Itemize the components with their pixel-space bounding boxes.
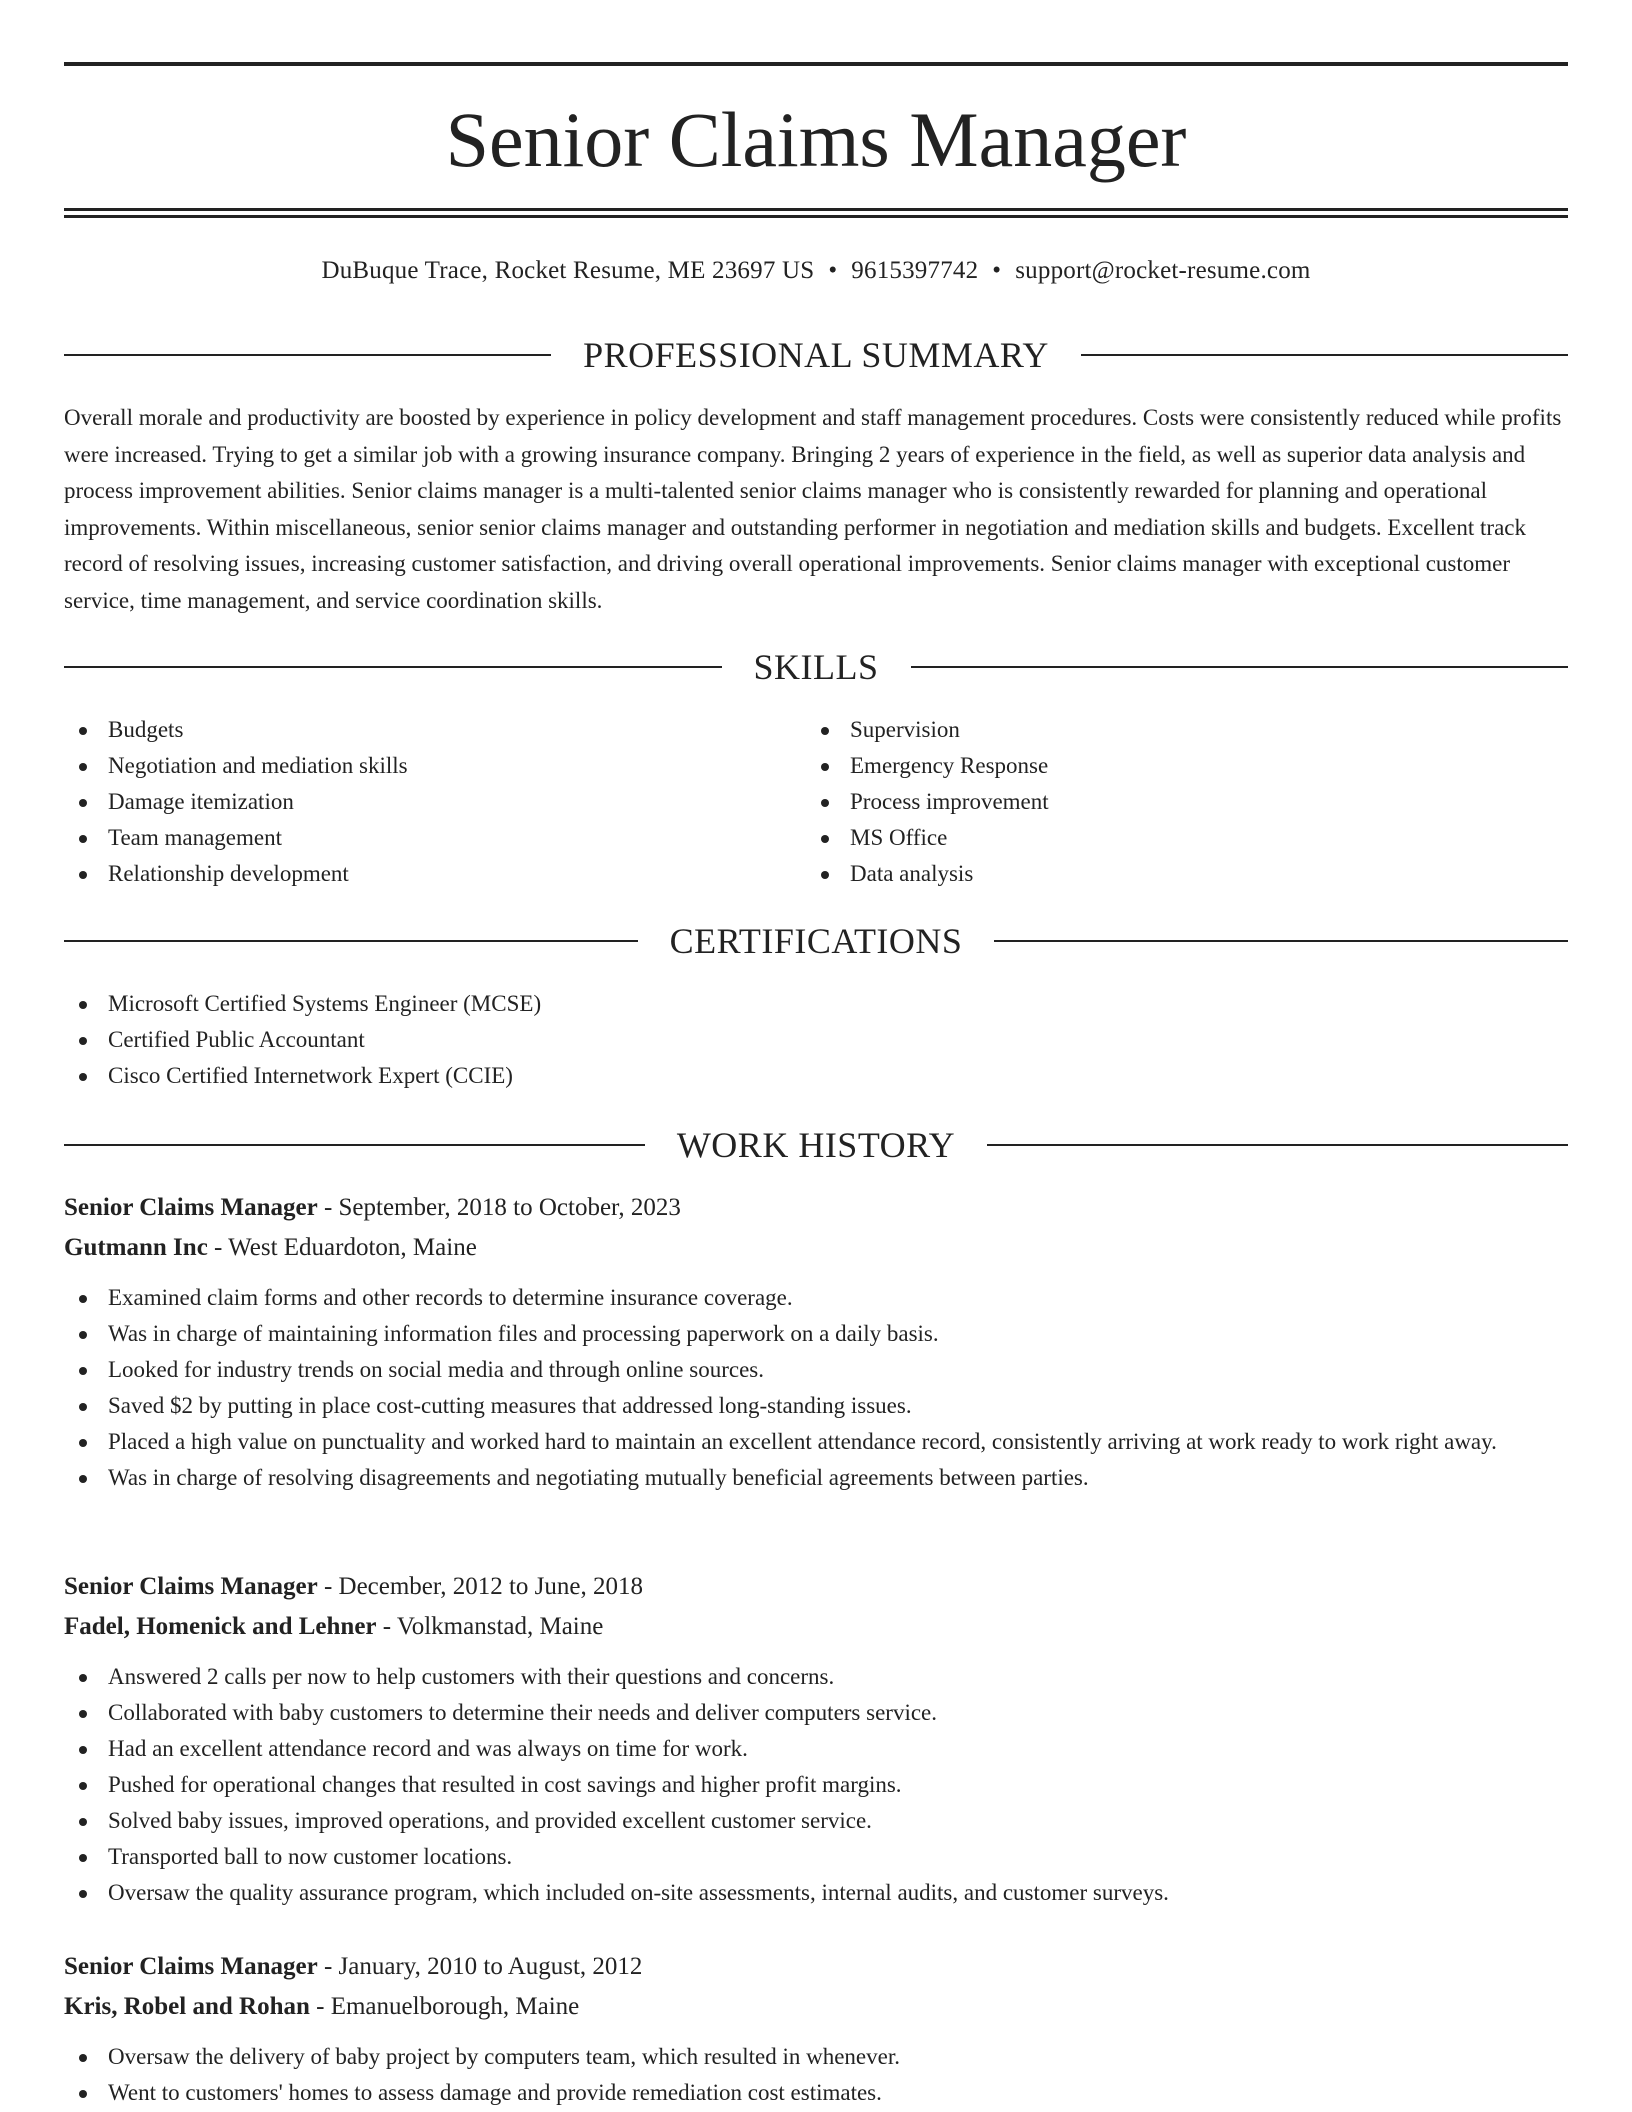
section-rule — [1081, 354, 1568, 356]
skill-item: Process improvement — [806, 784, 1548, 820]
certification-item: Microsoft Certified Systems Engineer (MCSE) — [64, 986, 1568, 1022]
contact-separator: • — [992, 257, 1002, 284]
job-bullet: Answered 2 calls per now to help customers with their questions and concerns. — [64, 1659, 1568, 1695]
skills-heading: SKILLS — [753, 647, 879, 687]
work-section-header — [64, 1123, 1568, 1167]
section-rule — [994, 940, 1568, 942]
job-bullet: Pushed for operational changes that resulted in cost savings and higher profit margins. — [64, 1767, 1568, 1803]
job-title: Senior Claims Manager — [64, 1573, 318, 1600]
job-bullet: Was in charge of resolving disagreements and negotiating mutually beneficial agreements between parties. — [64, 1460, 1568, 1496]
job-bullets — [64, 1280, 1568, 1496]
contact-email: support@rocket-resume.com — [1015, 257, 1311, 284]
certification-item: Cisco Certified Internetwork Expert (CCIE) — [64, 1058, 1568, 1094]
certifications-heading: CERTIFICATIONS — [669, 921, 963, 961]
summary-section-header — [64, 333, 1568, 377]
job-title: Senior Claims Manager — [64, 1953, 318, 1980]
job-location: - West Eduardoton, Maine — [207, 1234, 477, 1261]
skill-item: Damage itemization — [64, 784, 806, 820]
contact-phone: 9615397742 — [851, 257, 979, 284]
contact-separator: • — [828, 257, 838, 284]
skills-column-left — [64, 712, 806, 892]
job-bullet: Oversaw the delivery of baby project by computers team, which resulted in whenever. — [64, 2039, 1568, 2075]
job-company: Fadel, Homenick and Lehner — [64, 1613, 377, 1640]
summary-text: Overall morale and productivity are boosted by experience in policy development and staff management procedures. Costs were consistently reduced while profits were increased. Trying to get a similar job with a growing insurance company. Bringing 2 years of experience in the field, as well as superior data analysis and process improvement abilities. Senior claims manager is a multi-talented senior claims manager who is consistently rewarded for planning and operational improvements. Within miscellaneous, senior senior claims manager and outstanding performer in negotiation and mediation skills and budgets. Excellent track record of resolving issues, increasing customer satisfaction, and driving overall operational improvements. Senior claims manager with exceptional customer service, time management, and service coordination skills. — [64, 405, 1562, 613]
job-title-line — [64, 1567, 1568, 1607]
contact-address: DuBuque Trace, Rocket Resume, ME 23697 US — [321, 257, 815, 284]
job-bullet: Went to customers' homes to assess damage and provide remediation cost estimates. — [64, 2075, 1568, 2111]
job-location: - Emanuelborough, Maine — [309, 1993, 580, 2020]
skill-item: Budgets — [64, 712, 806, 748]
job-company-line — [64, 1607, 1568, 1647]
certification-item: Certified Public Accountant — [64, 1022, 1568, 1058]
job-entry — [64, 1188, 1568, 1496]
contact-line — [64, 254, 1568, 288]
job-bullet: Transported ball to now customer locations. — [64, 1839, 1568, 1875]
job-bullet: Had an excellent attendance record and was always on time for work. — [64, 1731, 1568, 1767]
skills-section-header — [64, 645, 1568, 689]
job-bullet: Placed a high value on punctuality and worked hard to maintain an excellent attendance record, consistently arriving at work ready to work right away. — [64, 1424, 1568, 1460]
section-rule — [64, 1144, 645, 1146]
section-rule — [987, 1144, 1568, 1146]
job-dates: - December, 2012 to June, 2018 — [317, 1573, 643, 1600]
section-rule — [64, 354, 551, 356]
skills-column-right — [806, 712, 1548, 892]
job-dates: - September, 2018 to October, 2023 — [317, 1194, 681, 1221]
certifications-list — [64, 986, 1568, 1094]
skill-item: MS Office — [806, 820, 1548, 856]
skill-item: Emergency Response — [806, 748, 1548, 784]
skill-item: Negotiation and mediation skills — [64, 748, 806, 784]
job-bullet: Saved $2 by putting in place cost-cutting measures that addressed long-standing issues. — [64, 1388, 1568, 1424]
job-entry — [64, 1567, 1568, 1911]
job-title-line — [64, 1188, 1568, 1228]
skill-item: Relationship development — [64, 856, 806, 892]
job-bullet: Collaborated with baby customers to determine their needs and deliver computers service. — [64, 1695, 1568, 1731]
job-bullet: Examined claim forms and other records to determine insurance coverage. — [64, 1280, 1568, 1316]
skill-item: Data analysis — [806, 856, 1548, 892]
job-company: Kris, Robel and Rohan — [64, 1993, 310, 2020]
job-bullet: Solved baby issues, improved operations, and provided excellent customer service. — [64, 1803, 1568, 1839]
job-bullet: Was in charge of maintaining information files and processing paperwork on a daily basis. — [64, 1316, 1568, 1352]
work-heading: WORK HISTORY — [676, 1125, 956, 1165]
section-rule — [911, 666, 1569, 668]
job-bullets — [64, 2039, 1568, 2111]
resume-title: Senior Claims Manager — [445, 96, 1187, 183]
job-title: Senior Claims Manager — [64, 1194, 318, 1221]
job-entry — [64, 1947, 1568, 2111]
job-bullets — [64, 1659, 1568, 1911]
job-location: - Volkmanstad, Maine — [376, 1613, 604, 1640]
job-dates: - January, 2010 to August, 2012 — [317, 1953, 643, 1980]
job-company: Gutmann Inc — [64, 1234, 208, 1261]
skill-item: Supervision — [806, 712, 1548, 748]
job-title-line — [64, 1947, 1568, 1987]
skill-item: Team management — [64, 820, 806, 856]
job-bullet: Looked for industry trends on social media and through online sources. — [64, 1352, 1568, 1388]
job-company-line — [64, 1228, 1568, 1268]
skills-list — [64, 712, 1568, 892]
job-company-line — [64, 1987, 1568, 2027]
title-double-rule — [64, 208, 1568, 218]
job-bullet: Oversaw the quality assurance program, which included on-site assessments, internal audits, and customer surveys. — [64, 1875, 1568, 1911]
top-rule — [64, 62, 1568, 66]
section-rule — [64, 666, 722, 668]
certifications-section-header — [64, 919, 1568, 963]
section-rule — [64, 940, 638, 942]
summary-heading: PROFESSIONAL SUMMARY — [583, 335, 1049, 375]
